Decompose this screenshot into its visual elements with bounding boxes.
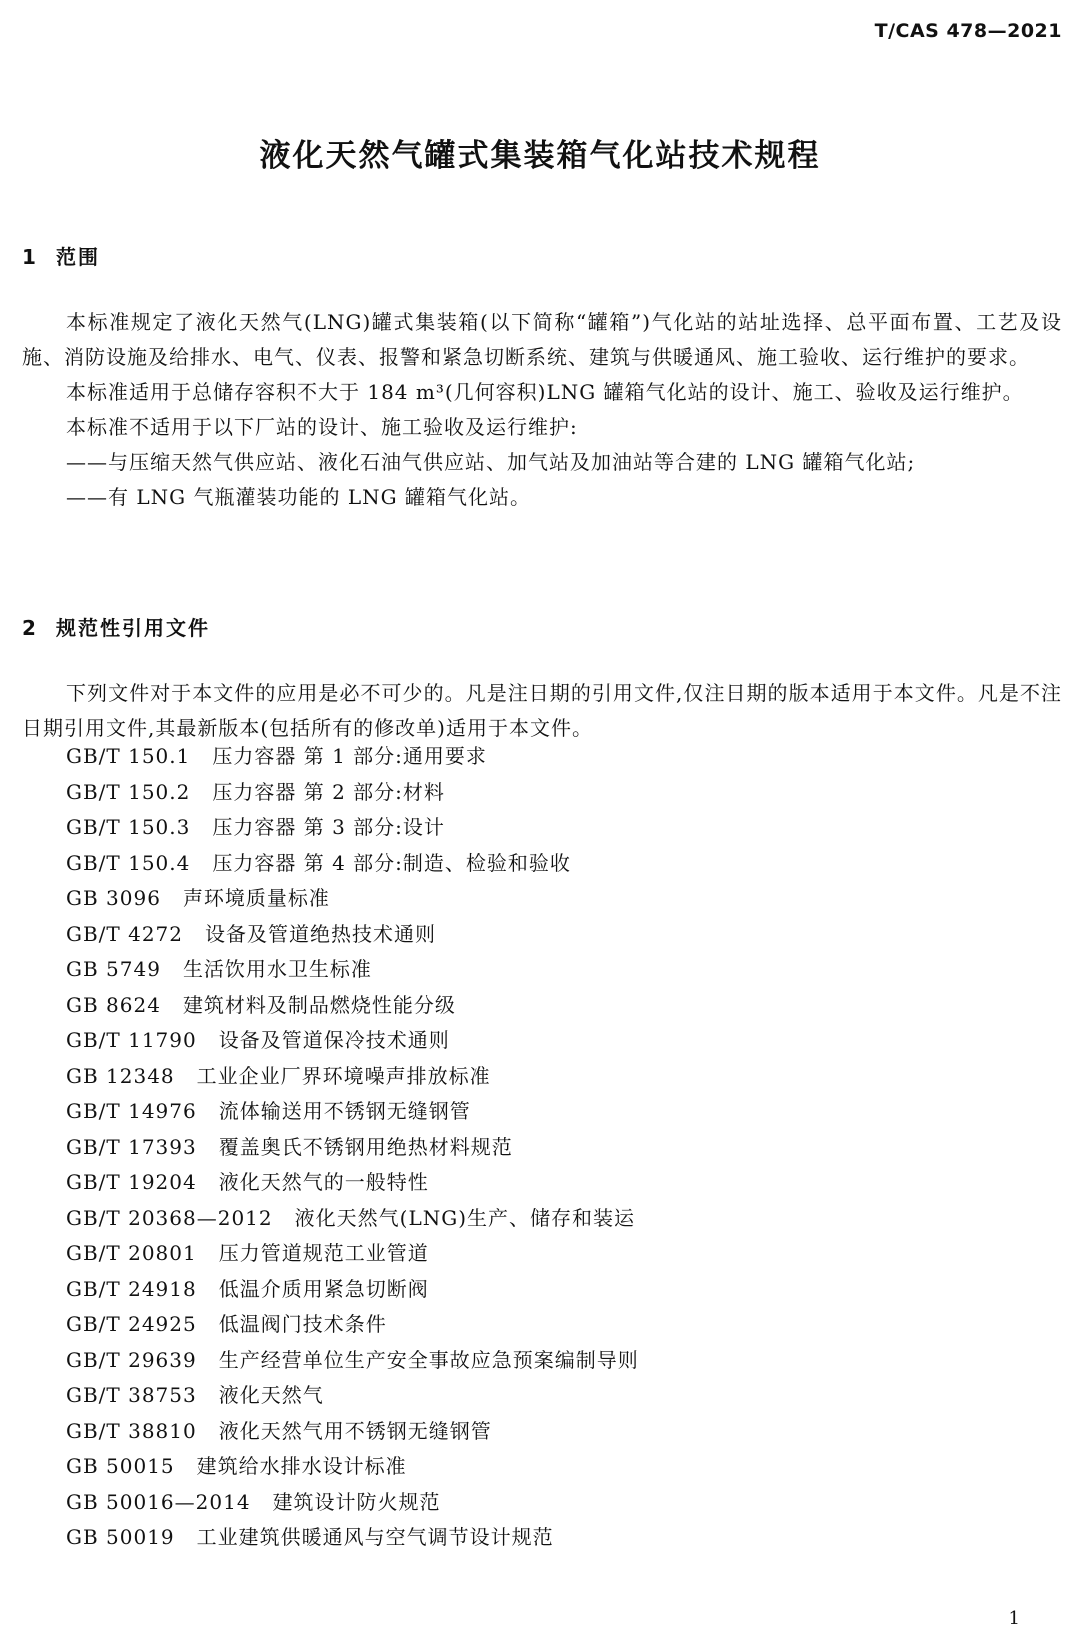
- reference-code: GB/T 4272: [66, 921, 184, 946]
- reference-item: [66, 1236, 639, 1272]
- reference-item: [66, 917, 639, 953]
- reference-title: 设备及管道保冷技术通则: [218, 1028, 450, 1052]
- reference-code: GB/T 17393: [66, 1134, 197, 1159]
- reference-title: 覆盖奥氏不锈钢用绝热材料规范: [218, 1134, 513, 1159]
- reference-title: 液化天然气(LNG)生产、储存和装运: [294, 1205, 636, 1230]
- reference-code: GB/T 38753: [66, 1383, 197, 1407]
- reference-title: 设备及管道绝热技术通则: [205, 921, 437, 946]
- reference-item: [66, 1378, 639, 1414]
- reference-code: GB/T 11790: [66, 1028, 197, 1052]
- reference-item: [66, 1485, 639, 1521]
- reference-item: [66, 988, 639, 1024]
- reference-code: GB/T 150.4: [66, 850, 191, 875]
- reference-title: 压力容器 第 2 部分:材料: [212, 779, 445, 804]
- reference-item: [66, 1449, 639, 1485]
- reference-item: [66, 1272, 639, 1308]
- scope-paragraph-1: 本标准规定了液化天然气(LNG)罐式集装箱(以下简称“罐箱”)气化站的站址选择、总平面布置、工艺及设施、消防设施及给排水、电气、仪表、报警和紧急切断系统、建筑与供暖通风、施工验收、运行维护的要求。: [22, 310, 1062, 369]
- normative-references-list: [66, 739, 639, 1556]
- reference-code: GB 8624: [66, 992, 161, 1017]
- scope-exclusion-1: ——与压缩天然气供应站、液化石油气供应站、加气站及加油站等合建的 LNG 罐箱气化站;: [66, 450, 916, 474]
- scope-exclusion-2: ——有 LNG 气瓶灌装功能的 LNG 罐箱气化站。: [66, 485, 531, 509]
- reference-title: 压力容器 第 1 部分:通用要求: [212, 744, 487, 768]
- reference-item: [66, 881, 639, 917]
- reference-code: GB 50015: [66, 1454, 175, 1478]
- reference-title: 建筑设计防火规范: [272, 1489, 441, 1514]
- references-intro-paragraph: 下列文件对于本文件的应用是必不可少的。凡是注日期的引用文件,仅注日期的版本适用于本文件。凡是不注日期引用文件,其最新版本(包括所有的修改单)适用于本文件。: [22, 681, 1062, 740]
- reference-code: GB/T 150.3: [66, 815, 191, 839]
- reference-code: GB/T 150.2: [66, 779, 191, 804]
- reference-title: 生产经营单位生产安全事故应急预案编制导则: [218, 1347, 639, 1372]
- reference-item: [66, 1201, 639, 1237]
- reference-item: [66, 1023, 639, 1059]
- document-title: 液化天然气罐式集装箱气化站技术规程: [259, 138, 821, 174]
- reference-code: GB/T 19204: [66, 1170, 197, 1194]
- reference-item: [66, 1307, 639, 1343]
- reference-item: [66, 775, 639, 811]
- reference-title: 流体输送用不锈钢无缝钢管: [218, 1099, 471, 1123]
- reference-title: 压力管道规范工业管道: [218, 1241, 429, 1265]
- reference-code: GB 5749: [66, 957, 161, 981]
- reference-title: 液化天然气的一般特性: [218, 1170, 429, 1194]
- reference-title: 液化天然气: [218, 1383, 324, 1407]
- reference-title: 建筑材料及制品燃烧性能分级: [182, 992, 456, 1017]
- reference-item: [66, 1520, 639, 1556]
- reference-item: [66, 952, 639, 988]
- reference-item: [66, 1414, 639, 1450]
- reference-code: GB 50019: [66, 1525, 175, 1549]
- reference-code: GB/T 24925: [66, 1312, 197, 1336]
- reference-item: [66, 846, 639, 882]
- reference-title: 生活饮用水卫生标准: [182, 957, 372, 981]
- section-1-body: [22, 305, 1062, 515]
- scope-paragraph-2: 本标准适用于总储存容积不大于 184 m³(几何容积)LNG 罐箱气化站的设计、施工、验收及运行维护。: [66, 380, 1024, 404]
- reference-code: GB/T 38810: [66, 1418, 197, 1443]
- reference-code: GB 50016—2014: [66, 1489, 251, 1514]
- page-number: 1: [1008, 1608, 1020, 1629]
- scope-paragraph-3: 本标准不适用于以下厂站的设计、施工验收及运行维护:: [66, 415, 578, 439]
- reference-item: [66, 810, 639, 846]
- reference-title: 工业企业厂界环境噪声排放标准: [196, 1063, 491, 1088]
- reference-title: 液化天然气用不锈钢无缝钢管: [218, 1418, 492, 1443]
- section-1-title: 范围: [56, 245, 100, 269]
- section-2-number: 2: [22, 616, 36, 640]
- reference-title: 工业建筑供暖通风与空气调节设计规范: [196, 1525, 554, 1549]
- reference-title: 建筑给水排水设计标准: [196, 1454, 407, 1478]
- section-1-heading: [22, 241, 100, 270]
- reference-code: GB 3096: [66, 886, 161, 910]
- section-2-heading: [22, 612, 210, 641]
- reference-item: [66, 1094, 639, 1130]
- reference-item: [66, 1165, 639, 1201]
- reference-title: 压力容器 第 3 部分:设计: [212, 815, 445, 839]
- reference-item: [66, 1059, 639, 1095]
- reference-code: GB/T 24918: [66, 1276, 197, 1301]
- reference-item: [66, 1130, 639, 1166]
- reference-code: GB/T 14976: [66, 1099, 197, 1123]
- reference-code: GB 12348: [66, 1063, 175, 1088]
- reference-code: GB/T 150.1: [66, 744, 191, 768]
- reference-title: 低温阀门技术条件: [218, 1312, 387, 1336]
- reference-title: 声环境质量标准: [182, 886, 330, 910]
- section-2-title: 规范性引用文件: [56, 616, 210, 640]
- standard-code: T/CAS 478—2021: [874, 20, 1062, 42]
- section-2-intro: [22, 676, 1062, 746]
- reference-code: GB/T 20368—2012: [66, 1205, 273, 1230]
- reference-code: GB/T 20801: [66, 1241, 197, 1265]
- reference-item: [66, 1343, 639, 1379]
- section-1-number: 1: [22, 245, 36, 269]
- reference-item: [66, 739, 639, 775]
- reference-title: 压力容器 第 4 部分:制造、检验和验收: [212, 850, 571, 875]
- reference-code: GB/T 29639: [66, 1347, 197, 1372]
- reference-title: 低温介质用紧急切断阀: [218, 1276, 429, 1301]
